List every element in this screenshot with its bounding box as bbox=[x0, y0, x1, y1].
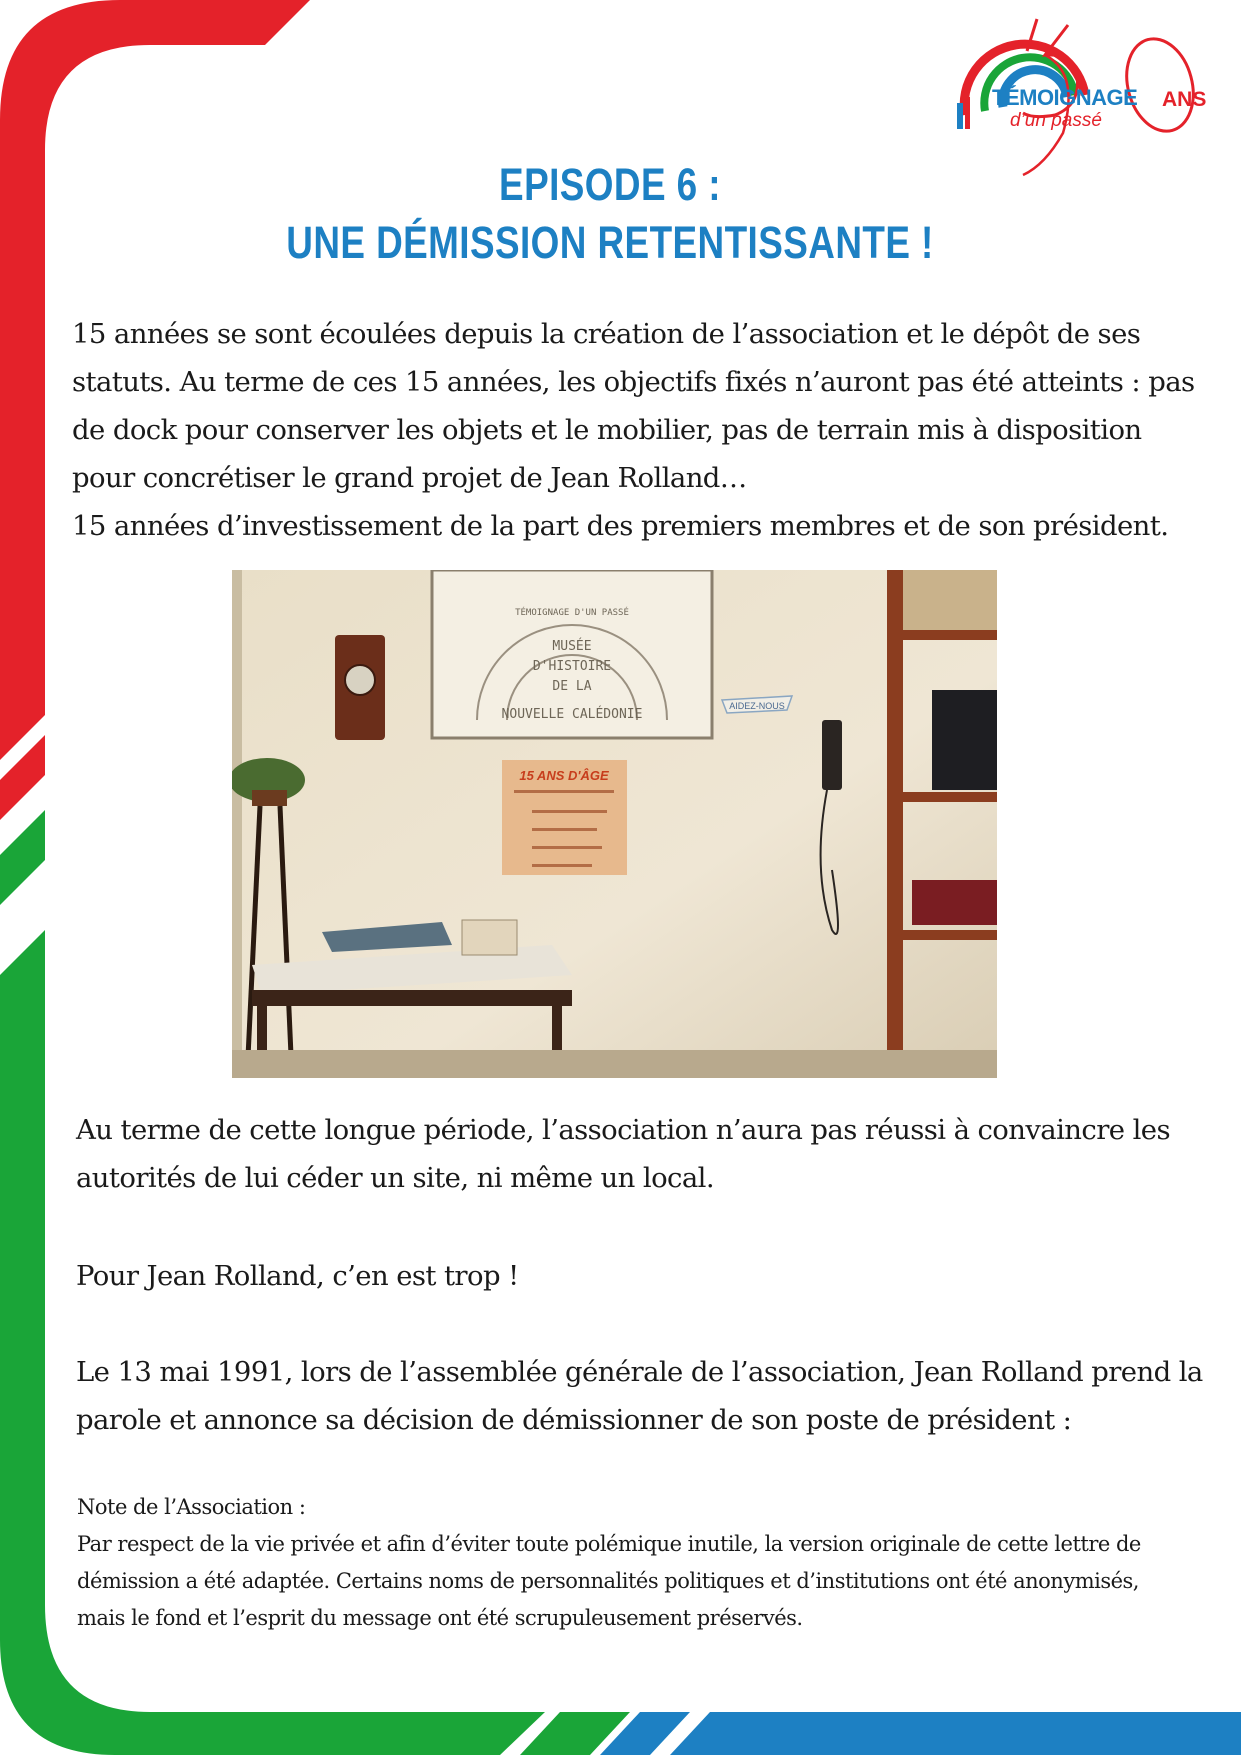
museum-photo bbox=[232, 570, 997, 1078]
logo-ans: ANS bbox=[1162, 88, 1207, 111]
poster-title: 15 ANS D'ÂGE bbox=[519, 768, 609, 783]
arrow-sign: AIDEZ-NOUS bbox=[729, 701, 785, 711]
paragraph-line: Pour Jean Rolland, c’en est trop ! bbox=[76, 1260, 519, 1292]
paragraph-line: Le 13 mai 1991, lors de l’assemblée générale de l’association, Jean Rolland prend la bbox=[76, 1356, 1203, 1388]
intro-line: 15 années d’investissement de la part des premiers membres et de son président. bbox=[72, 510, 1169, 542]
paragraph-too-much bbox=[76, 1252, 1206, 1300]
paragraph-authorities bbox=[76, 1106, 1206, 1202]
note-line: démission a été adaptée. Certains noms de personnalités politiques et d’institutions ont été anonymisés, bbox=[77, 1569, 1139, 1593]
blue-bottom-band bbox=[670, 1712, 1241, 1755]
sign-line: MUSÉE bbox=[552, 639, 592, 654]
paragraph-line: autorités de lui céder un site, ni même un local. bbox=[76, 1162, 714, 1194]
sign-banner: TÉMOIGNAGE D'UN PASSÉ bbox=[515, 608, 629, 618]
note-line: Par respect de la vie privée et afin d’éviter toute polémique inutile, la version originale de cette lettre de bbox=[77, 1532, 1141, 1556]
paragraph-line: parole et annonce sa décision de démissionner de son poste de président : bbox=[76, 1404, 1072, 1436]
intro-paragraph bbox=[72, 310, 1202, 550]
intro-line: pour concrétiser le grand projet de Jean Rolland… bbox=[72, 462, 747, 494]
intro-line: 15 années se sont écoulées depuis la création de l’association et le dépôt de ses bbox=[72, 318, 1141, 350]
paragraph-line: Au terme de cette longue période, l’association n’aura pas réussi à convaincre les bbox=[76, 1114, 1170, 1146]
sign-line: DE LA bbox=[552, 679, 592, 694]
note-body bbox=[77, 1526, 1207, 1637]
sign-line: D'HISTOIRE bbox=[532, 659, 612, 674]
logo-title: TÉMOIGNAGE bbox=[992, 85, 1138, 110]
intro-line: statuts. Au terme de ces 15 années, les objectifs fixés n’auront pas été atteints : pas bbox=[72, 366, 1195, 398]
page-title-line-2: UNE DÉMISSION RETENTISSANTE ! bbox=[286, 217, 934, 268]
note-line: mais le fond et l’esprit du message ont été scrupuleusement préservés. bbox=[77, 1606, 803, 1630]
green-frame-stripe bbox=[0, 810, 45, 905]
sign-line: NOUVELLE CALÉDONIE bbox=[501, 707, 643, 722]
paragraph-resignation bbox=[76, 1348, 1206, 1444]
page-title-line-1: EPISODE 6 : bbox=[499, 159, 721, 210]
logo-subtitle: d’un passé bbox=[1010, 110, 1102, 131]
intro-line: de dock pour conserver les objets et le mobilier, pas de terrain mis à disposition bbox=[72, 414, 1142, 446]
note-heading: Note de l’Association : bbox=[77, 1495, 306, 1519]
